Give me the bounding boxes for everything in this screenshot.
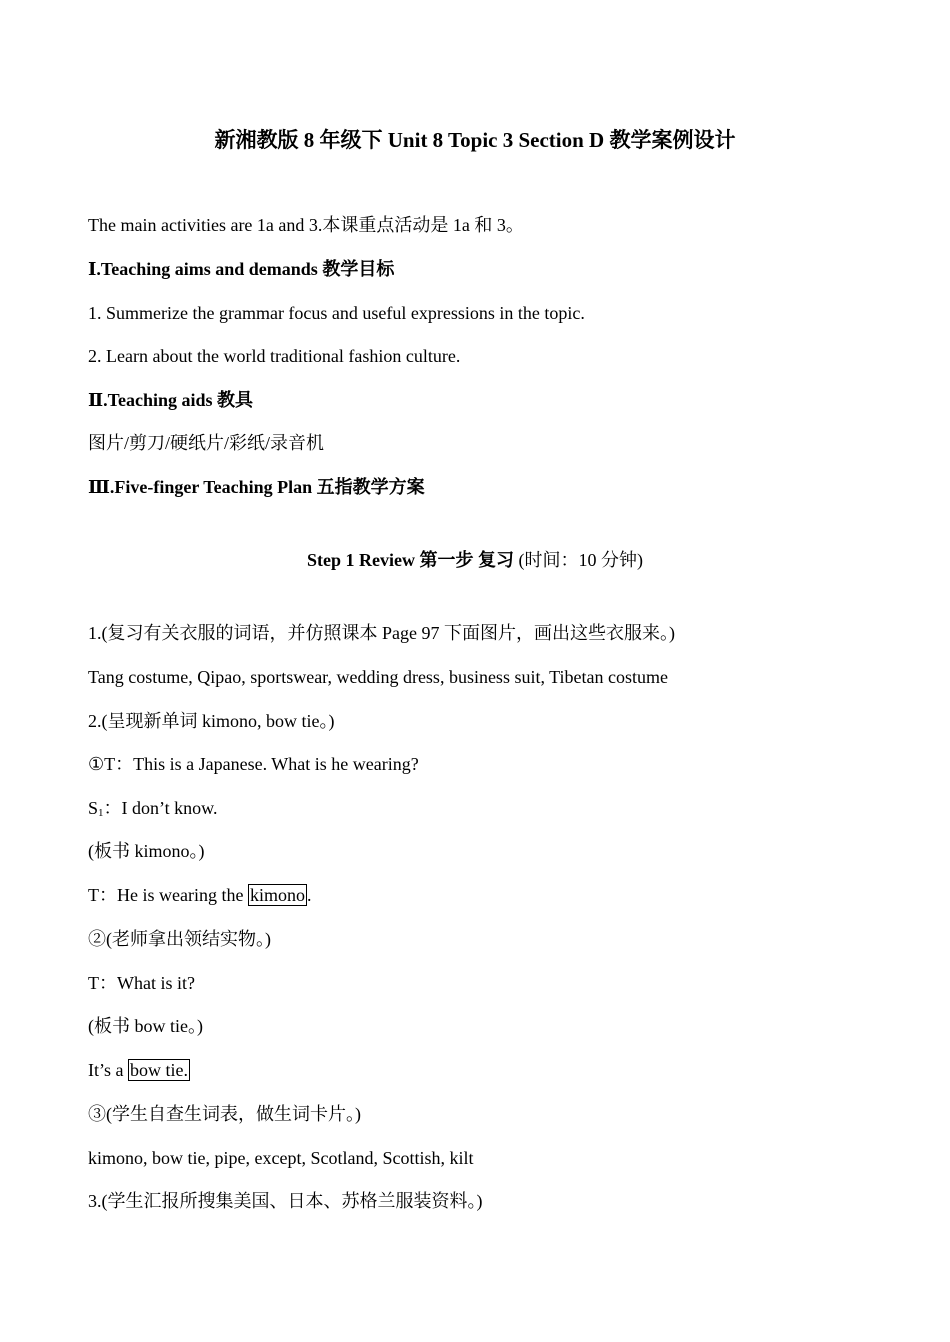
- dialogue-line: [88, 884, 311, 906]
- dialogue-text: It’s a: [88, 1060, 128, 1080]
- review-item-2: 2.(呈现新单词 kimono, bow tie。): [88, 711, 335, 731]
- section3-heading: Ⅲ.Five-finger Teaching Plan 五指教学方案: [88, 477, 425, 497]
- section1-heading: Ⅰ.Teaching aims and demands 教学目标: [88, 259, 395, 279]
- step1-heading-time: (时间：10 分钟): [518, 550, 643, 570]
- step1-heading-title: Step 1 Review 第一步 复习: [307, 550, 514, 570]
- aim-item-2: 2. Learn about the world traditional fashion culture.: [88, 346, 461, 366]
- teacher-action: ②(老师拿出领结实物。): [88, 929, 271, 949]
- dialogue-line: T：What is it?: [88, 973, 195, 993]
- board-note: (板书 bow tie。): [88, 1016, 203, 1036]
- section2-heading: Ⅱ.Teaching aids 教具: [88, 390, 254, 410]
- teaching-aids-list: 图片/剪刀/硬纸片/彩纸/录音机: [88, 433, 325, 453]
- step1-heading: [0, 549, 950, 571]
- dialogue-text: T：He is wearing the: [88, 885, 248, 905]
- aim-item-1: 1. Summerize the grammar focus and useful expressions in the topic.: [88, 303, 585, 323]
- intro-text: The main activities are 1a and 3.本课重点活动是 1a 和 3。: [88, 215, 524, 235]
- review-item-3: 3.(学生汇报所搜集美国、日本、苏格兰服装资料。): [88, 1191, 483, 1211]
- boxed-word: bow tie.: [130, 1060, 188, 1080]
- speaker-label: S: [88, 798, 99, 818]
- speaker-subscript: 1: [98, 807, 104, 819]
- vocabulary-list: kimono, bow tie, pipe, except, Scotland, Scottish, kilt: [88, 1148, 474, 1168]
- student-action: ③(学生自查生词表，做生词卡片。): [88, 1104, 361, 1124]
- dialogue-line: [88, 1059, 190, 1081]
- dialogue-text: ：I don’t know.: [103, 798, 218, 818]
- dialogue-text: .: [306, 885, 312, 905]
- boxed-word: kimono: [249, 885, 305, 905]
- clothing-list: Tang costume, Qipao, sportswear, wedding dress, business suit, Tibetan costume: [88, 667, 668, 687]
- document-title: 新湘教版 8 年级下 Unit 8 Topic 3 Section D 教学案例设计: [214, 128, 736, 152]
- dialogue-line: [88, 797, 218, 824]
- dialogue-line: ①T：This is a Japanese. What is he wearing?: [88, 754, 419, 774]
- review-item-1: 1.(复习有关衣服的词语，并仿照课本 Page 97 下面图片，画出这些衣服来。): [88, 623, 675, 643]
- board-note: (板书 kimono。): [88, 841, 205, 861]
